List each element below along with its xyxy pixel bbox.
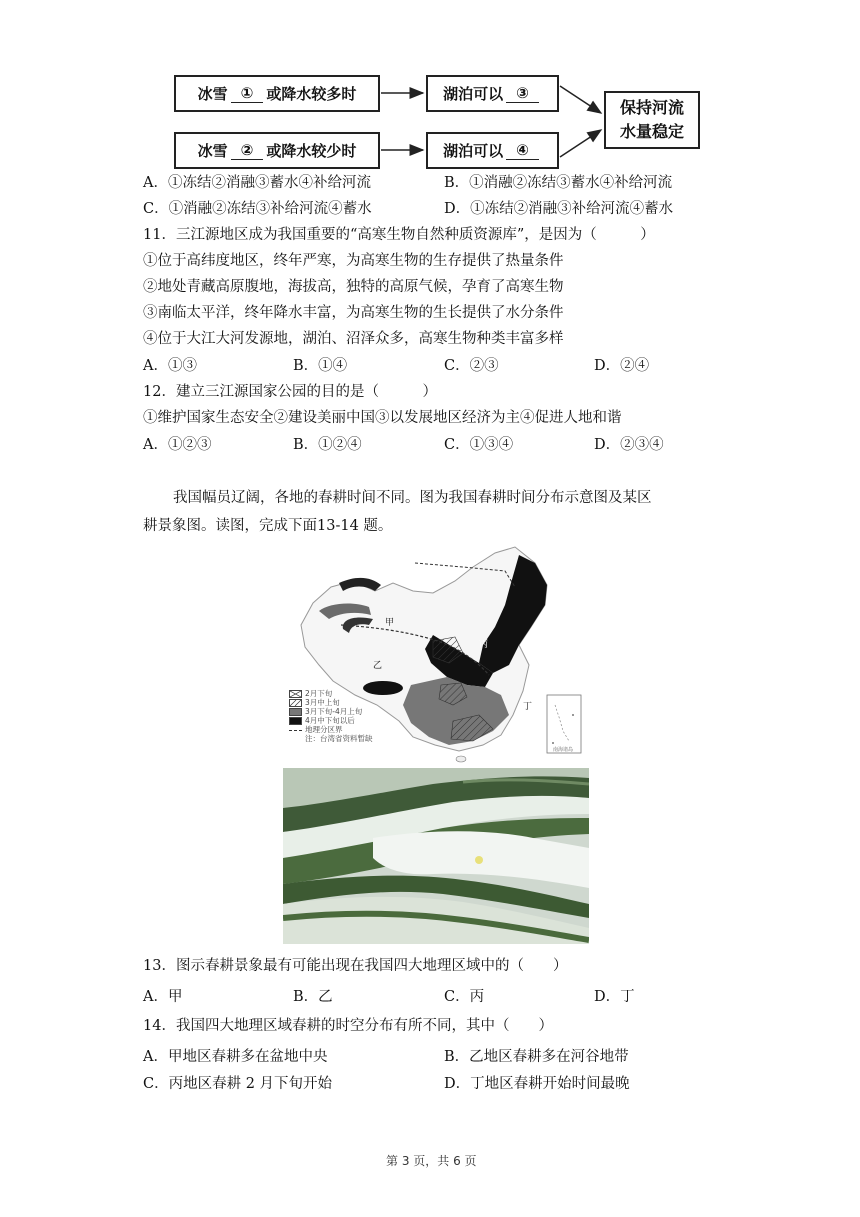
label-jia: 甲 — [385, 618, 395, 628]
label-bing: 丙 — [479, 640, 489, 650]
q11-option-b: B．①④ — [293, 358, 348, 374]
q10-option-d: D．①冻结②消融③补给河流④蓄水 — [444, 201, 674, 217]
blank-3: ③ — [506, 84, 539, 103]
q12-option-d: D．②③④ — [594, 437, 664, 453]
q12-option-b: B．①②④ — [293, 437, 362, 453]
legend-note: 注：台湾省资料暂缺 — [305, 734, 373, 743]
blank-2: ② — [231, 141, 264, 160]
farmer-figure — [475, 856, 483, 864]
flow-box-result: 保持河流 水量稳定 — [604, 91, 700, 149]
q12-option-c: C．①③④ — [444, 437, 514, 453]
blank-4: ④ — [506, 141, 539, 160]
legend-item-mar-early: 3月中上旬 — [289, 698, 373, 707]
q13-option-b: B．乙 — [293, 989, 333, 1005]
terrace-field-photo — [283, 768, 589, 944]
q13-option-a: A．甲 — [143, 989, 183, 1005]
inset-frame — [547, 695, 581, 753]
label-yi: 乙 — [373, 661, 383, 671]
arrow-3 — [560, 86, 601, 113]
q14-option-d: D．丁地区春耕开始时间最晚 — [444, 1076, 630, 1092]
q13-option-d: D．丁 — [594, 989, 635, 1005]
q11-statement-1: ①位于高纬度地区，终年严寒，为高寒生物的生存提供了热量条件 — [143, 253, 564, 269]
q10-option-c: C．①消融②冻结③补给河流④蓄水 — [143, 201, 372, 217]
flow-box-ice-less: 冰雪 ② 或降水较少时 — [174, 132, 380, 169]
flow-box-lake-3: 湖泊可以 ③ — [426, 75, 559, 112]
q11-stem: 11．三江源地区成为我国重要的“高寒生物自然种质资源库”，是因为（ ） — [143, 227, 655, 243]
intro-line-2: 耕景象图。读图，完成下面13-14 题。 — [143, 518, 393, 534]
flow-arrows — [0, 0, 860, 200]
q11-statement-4: ④位于大江大河发源地，湖泊、沼泽众多，高寒生物种类丰富多样 — [143, 331, 564, 347]
blank-1: ① — [231, 84, 264, 103]
label-ding: 丁 — [523, 702, 533, 712]
map-legend — [289, 689, 373, 743]
terrace-image — [283, 768, 589, 944]
inset-label: 南海诸岛 — [553, 747, 574, 753]
q14-option-a: A．甲地区春耕多在盆地中央 — [143, 1049, 328, 1065]
intro-line-1: 我国幅员辽阔，各地的春耕时间不同。图为我国春耕时间分布示意图及某区 — [173, 490, 652, 506]
q14-option-b: B．乙地区春耕多在河谷地带 — [444, 1049, 629, 1065]
flow-box-lake-4: 湖泊可以 ④ — [426, 132, 559, 169]
q13-option-c: C．丙 — [444, 989, 485, 1005]
q11-option-a: A．①③ — [143, 358, 197, 374]
page-number: 第 3 页，共 6 页 — [386, 1154, 477, 1168]
q12-option-a: A．①②③ — [143, 437, 212, 453]
legend-item-feb: 2月下旬 — [289, 689, 373, 698]
q11-option-c: C．②③ — [444, 358, 499, 374]
q11-statement-3: ③南临太平洋，终年降水丰富，为高寒生物的生长提供了水分条件 — [143, 305, 564, 321]
q12-statement: ①维护国家生态安全②建设美丽中国③以发展地区经济为主④促进人地和谐 — [143, 410, 622, 426]
arrow-4 — [560, 130, 601, 157]
legend-item-apr: 4月中下旬以后 — [289, 716, 373, 725]
q13-stem: 13．图示春耕景象最有可能出现在我国四大地理区域中的（ ） — [143, 958, 568, 974]
spring-plowing-map — [283, 545, 589, 765]
legend-item-mar-late: 3月下旬-4月上旬 — [289, 707, 373, 716]
q11-option-d: D．②④ — [594, 358, 650, 374]
flow-box-ice-more: 冰雪 ① 或降水较多时 — [174, 75, 380, 112]
q14-stem: 14．我国四大地理区域春耕的时空分布有所不同，其中（ ） — [143, 1018, 553, 1034]
q14-option-c: C．丙地区春耕 2 月下旬开始 — [143, 1076, 333, 1092]
q11-statement-2: ②地处青藏高原腹地，海拔高，独特的高原气候，孕育了高寒生物 — [143, 279, 564, 295]
legend-item-boundary: 地理分区界 — [289, 725, 373, 734]
hainan — [456, 756, 466, 762]
q12-stem: 12．建立三江源国家公园的目的是（ ） — [143, 384, 437, 400]
q10-option-a: A．①冻结②消融③蓄水④补给河流 — [143, 175, 371, 191]
q10-option-b: B．①消融②冻结③蓄水④补给河流 — [444, 175, 673, 191]
